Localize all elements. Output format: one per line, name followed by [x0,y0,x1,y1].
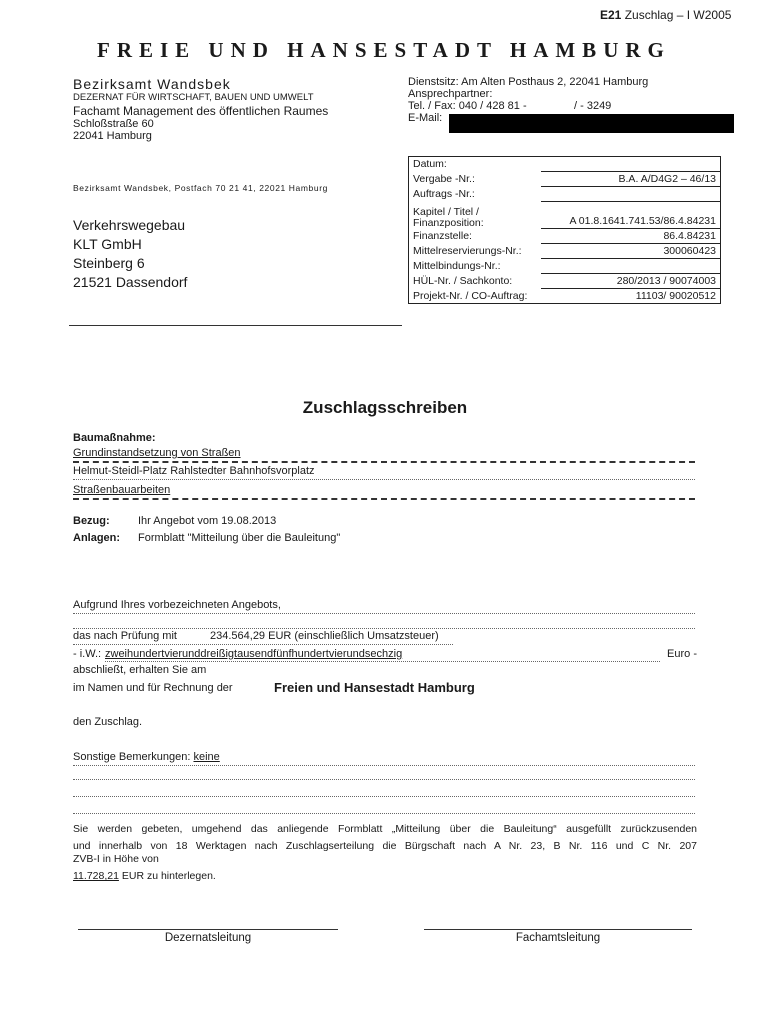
iw-prefix: - i.W.: [73,648,102,660]
meta-label: Vergabe -Nr.: [413,173,475,185]
anlagen-label: Anlagen: [73,532,121,544]
meta-row-auftrags [409,187,720,202]
sonstige-line [73,751,695,766]
meta-label: Datum: [413,158,447,171]
meta-value: 300060423 [541,244,720,259]
phone-suffix: / - 3249 [574,100,612,112]
meta-value: A 01.8.1641.741.53/86.4.84231 [541,202,720,229]
signature-line-left [78,929,338,930]
meta-value [541,187,720,202]
baumassnahme-text: Straßenbauarbeiten [73,484,171,496]
meta-row-hul [409,274,720,289]
iw-words-line [105,648,660,662]
form-title: Zuschlag – I W2005 [624,8,732,22]
para-line-3: ZVB-I in Höhe von [73,853,159,865]
meta-value: 11103/ 90020512 [635,290,716,302]
sonstige-label: Sonstige Bemerkungen: [73,751,191,763]
amount-text: 234.564,29 EUR (einschließlich Umsatzsteuer) [210,630,439,642]
buergschaft-amount: 11.728,21 [73,870,119,882]
email-label: E-Mail: [408,112,443,124]
meta-row-finanzstelle [409,229,720,244]
meta-value: 280/2013 / 90074003 [541,274,720,289]
blank-line-1 [73,769,695,780]
meta-label: Finanzstelle: [413,230,472,242]
meta-row-datum [409,157,720,172]
sonstige-value: keine [193,751,220,763]
pruefung-text: das nach Prüfung mit [73,630,177,642]
para-line-2: und innerhalb von 18 Werktagen nach Zuschlagserteilung die Bürgschaft nach A Nr. 23, B Nr. 116 und C Nr. 207 [73,840,697,852]
meta-row-mittelbindung [409,259,720,274]
baumassnahme-line-1 [73,447,695,463]
meta-value [541,259,720,274]
iw-words: zweihundertvierunddreißigtausendfünfhundertvierundsechzig [105,648,403,660]
recipient-line-2: KLT GmbH [73,236,142,252]
baumassnahme-line-2 [73,465,695,480]
abschliesst-text: abschließt, erhalten Sie am [73,664,207,676]
blank-line-2 [73,786,695,797]
meta-label: Mittelbindungs-Nr.: [413,260,501,272]
baumassnahme-text: Helmut-Steidl-Platz Rahlstedter Bahnhofsvorplatz [73,465,315,477]
meta-row-kapitel [409,202,720,229]
redaction-bar [449,114,734,133]
meta-label-line: Kapitel / Titel / [413,205,479,218]
contact-seat: Dienstsitz: Am Alten Posthaus 2, 22041 Hamburg [408,76,649,88]
phone-label: Tel. / Fax: 040 / 428 81 - [408,100,527,112]
city-name-bold: Freien und Hansestadt Hamburg [274,680,475,695]
contact-phone [408,100,738,112]
meta-value [541,157,720,172]
letter-heading: Zuschlagsschreiben [302,398,468,417]
signature-label-right: Fachamtsleitung [515,932,601,944]
metadata-table [409,157,720,303]
body-line-pruefung [73,630,453,645]
signature-line-right [424,929,692,930]
bezug-value: Ihr Angebot vom 19.08.2013 [138,515,277,527]
baumassnahme-text: Grundinstandsetzung von Straßen [73,447,241,459]
city-heading: FREIE UND HANSESTADT HAMBURG [97,38,671,62]
baumassnahme-label: Baumaßnahme: [73,432,156,444]
body-line-blank [73,616,695,629]
recipient-line-1: Verkehrswegebau [73,217,186,233]
meta-label: HÜL-Nr. / Sachkonto: [413,275,513,287]
form-reference [600,8,731,22]
zuschlag-text: den Zuschlag. [73,716,143,728]
address-rule [69,325,402,326]
baumassnahme-line-3 [73,484,695,500]
meta-label [409,202,541,229]
meta-label: Projekt-Nr. / CO-Auftrag: [413,289,528,302]
recipient-address [73,216,187,292]
blank-line-3 [73,803,695,814]
im-namen-text: im Namen und für Rechnung der [73,682,233,694]
body-line-words [73,648,697,662]
sender-street: Schloßstraße 60 [73,118,154,130]
sender-department: DEZERNAT FÜR WIRTSCHAFT, BAUEN UND UMWELT [73,92,314,103]
form-code: E21 [600,8,622,22]
meta-value: B.A. A/D4G2 – 46/13 [541,172,720,187]
buergschaft-suffix: EUR zu hinterlegen. [121,870,216,882]
sender-city: 22041 Hamburg [73,130,152,142]
meta-value: 86.4.84231 [541,229,720,244]
metadata-box [408,156,721,304]
sender-block [73,76,328,142]
body-line-aufgrund [73,599,695,614]
meta-label: Mittelreservierungs-Nr.: [413,245,522,257]
recipient-line-4: 21521 Dassendorf [73,274,188,290]
para-line-1: Sie werden gebeten, umgehend das anliegende Formblatt „Mitteilung über die Bauleitung“ ausgefüllt zurückzusenden [73,823,697,835]
aufgrund-text: Aufgrund Ihres vorbezeichneten Angebots, [73,599,281,611]
meta-label-line: Finanzposition: [413,216,484,229]
meta-row-mittelreservierung [409,244,720,259]
sender-office: Bezirksamt Wandsbek [73,76,231,92]
signature-label-left: Dezernatsleitung [164,932,252,944]
meta-row-projekt [409,289,720,304]
recipient-line-3: Steinberg 6 [73,255,145,271]
meta-label: Auftrags -Nr.: [413,188,475,200]
sender-unit: Fachamt Management des öffentlichen Raumes [73,104,329,118]
euro-suffix: Euro - [667,648,697,660]
anlagen-value: Formblatt "Mitteilung über die Bauleitung" [138,532,341,544]
meta-row-vergabe [409,172,720,187]
return-address: Bezirksamt Wandsbek, Postfach 70 21 41, 22021 Hamburg [73,183,328,193]
para-line-4 [73,870,216,882]
contact-person-label: Ansprechpartner: [408,88,493,100]
bezug-label: Bezug: [73,515,110,527]
